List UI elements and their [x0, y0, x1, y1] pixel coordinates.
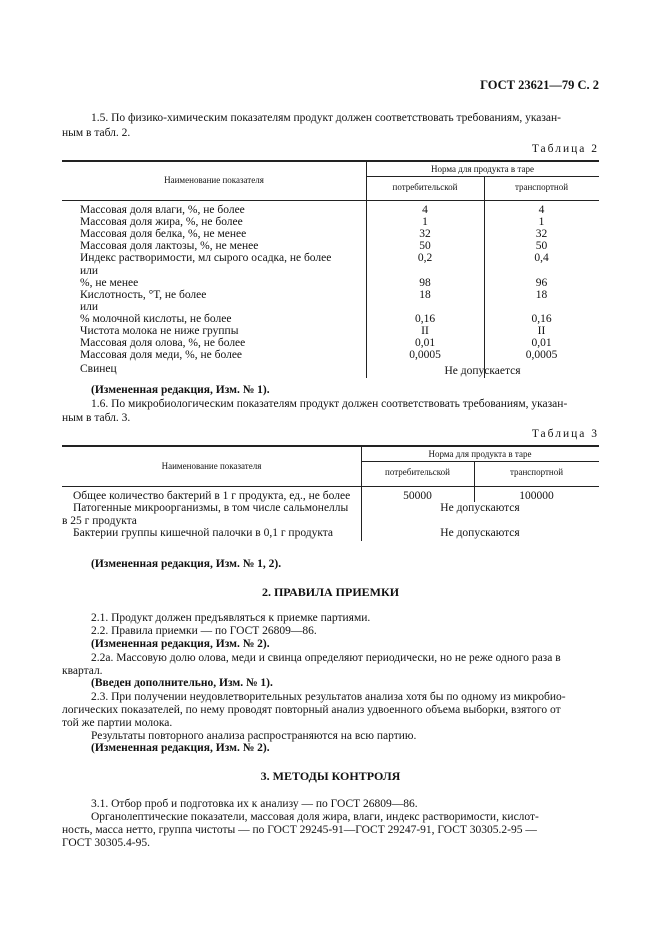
paragraph-3-1: 3.1. Отбор проб и подготовка их к анализу — по ГОСТ 26809—86. — [91, 798, 418, 810]
section2-note2: (Введен дополнительно, Изм. № 1). — [91, 677, 273, 689]
paragraph-3-1b-line1: Органолептические показатели, массовая доля жира, влаги, индекс растворимости, кислот- — [91, 811, 539, 823]
table2-col-consumer: потребительской — [392, 182, 458, 192]
table2-row-name: Чистота молока не ниже группы — [80, 325, 239, 337]
paragraph-3-1b-line2: ность, масса нетто, группа чистоты — по ГОСТ 29245-91—ГОСТ 29247-91, ГОСТ 30305.2-95 — — [62, 824, 537, 836]
table2-caption: Таблица 2 — [531, 143, 599, 155]
page-header: ГОСТ 23621—79 С. 2 — [480, 78, 599, 92]
table2-row-transport: 1 — [538, 216, 545, 229]
table2-row-name: или — [80, 264, 99, 277]
paragraph-1-6-line2: ным в табл. 3. — [62, 412, 131, 424]
table2-row-consumer: II — [421, 325, 429, 337]
table2-col-norm: Норма для продукта в таре — [431, 164, 534, 174]
table2-row-lead-name: Свинец — [80, 363, 117, 375]
table2-row-transport: 18 — [535, 288, 548, 301]
section2-note3: (Измененная редакция, Изм. № 2). — [91, 742, 270, 754]
table3-row1-transport: 100000 — [519, 490, 554, 502]
section2-title: 2. ПРАВИЛА ПРИЕМКИ — [261, 585, 400, 599]
table3-row2-value: Не допускаются — [440, 502, 520, 514]
table3-col-name: Наименование показателя — [161, 461, 262, 471]
table2-row-name: Массовая доля белка, %, не менее — [80, 228, 247, 241]
table2-col-name: Наименование показателя — [164, 175, 264, 185]
table2-row-transport: 4 — [538, 204, 545, 216]
table2-row-consumer: 18 — [419, 288, 431, 301]
table2-row-consumer: 98 — [419, 276, 431, 289]
table2-row-name: Массовая доля жира, %, не более — [80, 216, 243, 229]
table2-note: (Измененная редакция, Изм. № 1). — [91, 384, 270, 396]
table2-row-transport: 0,0005 — [525, 349, 558, 362]
paragraph-2-3-line2: логических показателей, по нему проводят повторный анализ удвоенного объема выборки, взятого от — [62, 704, 561, 716]
table3-row1-name: Общее количество бактерий в 1 г продукта, ед., не более — [73, 490, 351, 502]
table2-row-name: %, не менее — [80, 276, 139, 289]
table3-caption: Таблица 3 — [531, 428, 599, 440]
table2-row-consumer: 0,16 — [414, 312, 436, 325]
section3-title: 3. МЕТОДЫ КОНТРОЛЯ — [260, 769, 401, 783]
table2-row-transport: 32 — [535, 228, 548, 241]
table2-row-consumer: 0,0005 — [409, 349, 441, 362]
table2-row-transport: 50 — [535, 240, 548, 253]
table2-row-transport: 96 — [535, 276, 548, 289]
table3-row1-consumer: 50000 — [403, 490, 432, 502]
paragraph-2-3-line4: Результаты повторного анализа распространяются на всю партию. — [91, 730, 417, 742]
table2-row-consumer: 50 — [419, 240, 431, 253]
paragraph-2-3-line3: той же партии молока. — [62, 717, 173, 729]
table3-row3-name: Бактерии группы кишечной палочки в 0,1 г продукта — [73, 527, 334, 539]
table2-col-transport: транспортной — [514, 182, 569, 192]
paragraph-2-2a-line1: 2.2а. Массовую долю олова, меди и свинца определяют периодически, но не реже одного раза в — [91, 652, 561, 664]
table2-row-name: Кислотность, °Т, не более — [80, 288, 207, 301]
table2-row-lead-value: Не допускается — [444, 365, 521, 377]
table2-row-name: Массовая доля олова, %, не более — [80, 337, 246, 350]
table3-row2-name-line1: Патогенные микроорганизмы, в том числе сальмонеллы — [73, 502, 349, 514]
table3-row3-value: Не допускаются — [440, 527, 520, 539]
table2-row-name: Массовая доля влаги, %, не более — [80, 204, 245, 216]
paragraph-1-5-line1: 1.5. По физико-химическим показателям продукт должен соответствовать требованиям, указан- — [91, 112, 562, 124]
table3-note: (Измененная редакция, Изм. № 1, 2). — [91, 558, 282, 570]
table2-row-transport: II — [537, 325, 546, 337]
table3-col-norm: Норма для продукта в таре — [428, 449, 532, 459]
table2-row-name: Массовая доля лактозы, %, не менее — [80, 240, 259, 253]
table2-row-consumer: 0,2 — [417, 252, 433, 265]
paragraph-2-1: 2.1. Продукт должен предъявляться к приемке партиями. — [91, 612, 371, 624]
paragraph-2-2: 2.2. Правила приемки — по ГОСТ 26809—86. — [91, 625, 317, 637]
table3-row2-name-line2: в 25 г продукта — [62, 515, 137, 527]
table3-col-transport: транспортной — [509, 467, 564, 477]
paragraph-2-3-line1: 2.3. При получении неудовлетворительных результатов анализа хотя бы по одному из микробио- — [91, 691, 566, 703]
paragraph-2-2a-line2: квартал. — [62, 665, 103, 677]
table2-row-transport: 0,4 — [534, 252, 549, 265]
table2-row-name: Массовая доля меди, %, не более — [80, 349, 243, 362]
table2-row-name: % молочной кислоты, не более — [80, 312, 232, 325]
table3-col-consumer: потребительской — [385, 467, 450, 477]
paragraph-1-6-line1: 1.6. По микробиологическим показателям продукт должен соответствовать требованиям, указан- — [91, 398, 568, 410]
table2-row-name: или — [80, 300, 99, 313]
table2-row-name: Индекс растворимости, мл сырого осадка, не более — [80, 252, 332, 265]
section2-note1: (Измененная редакция, Изм. № 2). — [91, 638, 270, 650]
paragraph-3-1b-line3: ГОСТ 30305.4-95. — [62, 837, 150, 849]
table2-row-consumer: 4 — [422, 204, 428, 216]
table2-row-consumer: 32 — [419, 228, 431, 241]
table2-row-transport: 0,16 — [531, 312, 552, 325]
table2-row-transport: 0,01 — [531, 337, 552, 350]
paragraph-1-5-line2: ным в табл. 2. — [62, 127, 131, 139]
table2-row-consumer: 0,01 — [414, 337, 436, 350]
table2-row-consumer: 1 — [422, 216, 428, 229]
